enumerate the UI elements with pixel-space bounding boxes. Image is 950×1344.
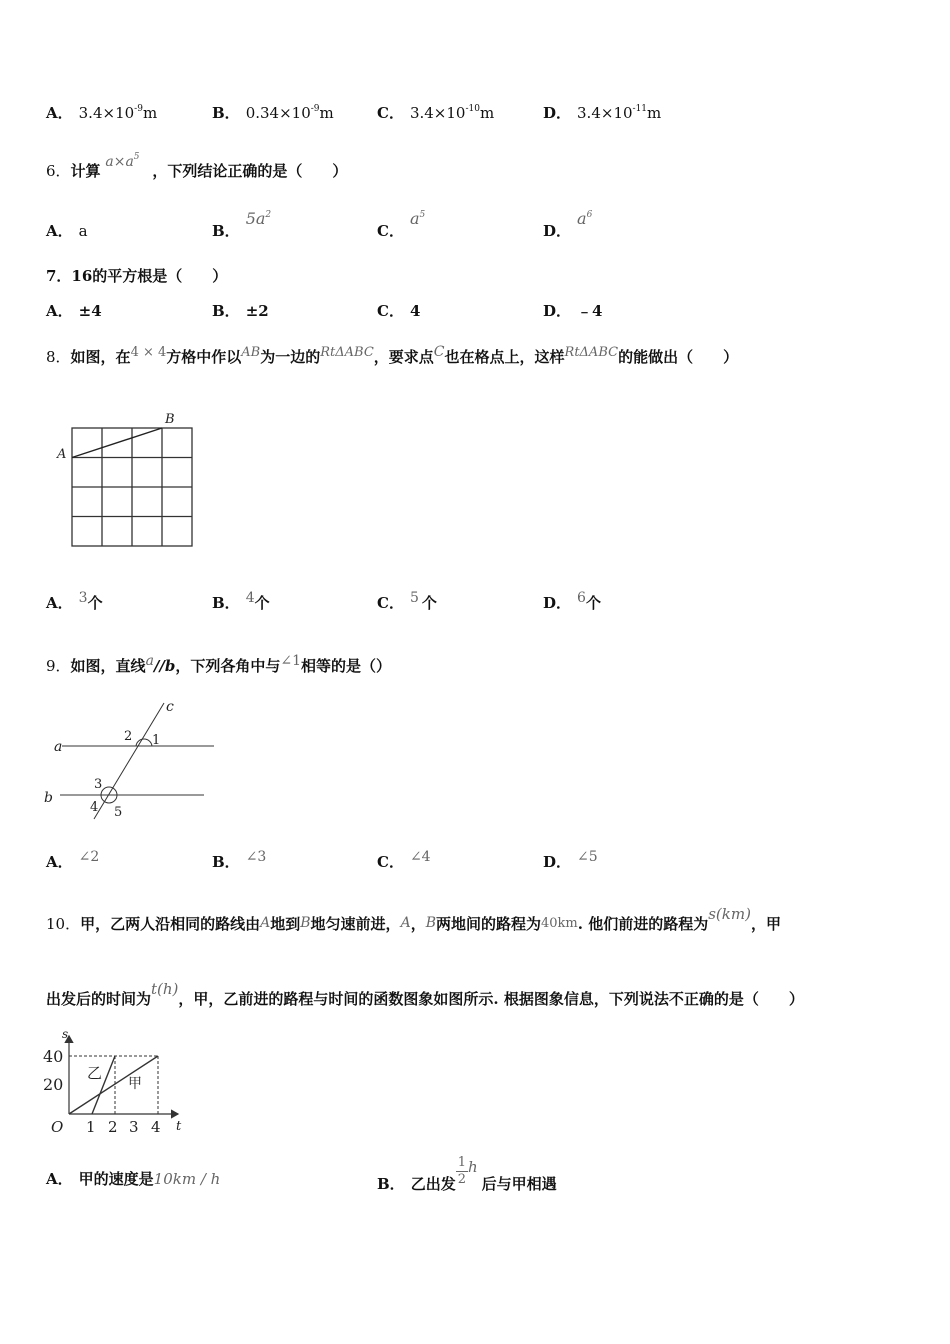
q8-label-b: B — [165, 412, 175, 427]
q9-label-4: 4 — [90, 800, 99, 815]
q10-graph — [40, 1024, 190, 1136]
q9-option-a[interactable]: A． ∠2 — [46, 849, 100, 871]
q9-label-3: 3 — [94, 777, 103, 792]
q9-option-c[interactable]: C． ∠4 — [377, 849, 431, 871]
q10-s-label: s — [62, 1027, 69, 1041]
q5-option-b[interactable]: B． $0.34\times 10^{-9}m$ — [212, 104, 334, 122]
q9-stem: 9．如图，直线a//b，下列各角中与∠1相等的是（） — [46, 653, 392, 675]
q9-options — [46, 851, 926, 875]
q8-label-a: A — [57, 447, 67, 462]
q7-option-b[interactable]: B． ±2 — [212, 302, 269, 320]
q6-option-c[interactable]: C．$a^5$ — [377, 209, 426, 240]
q8-options — [46, 592, 926, 616]
q9-parallel-lines-figure — [40, 695, 225, 825]
q10-xtick-2: 2 — [108, 1118, 118, 1136]
q9-angle-arc-1 — [144, 739, 152, 746]
q7-option-c[interactable]: C． 4 — [377, 302, 421, 320]
q10-xtick-3: 3 — [129, 1118, 139, 1136]
q10-t-label: t — [176, 1119, 182, 1134]
q10-fraction-half: $\frac{1}{2}$ — [457, 1155, 466, 1187]
q10-xtick-4: 4 — [151, 1118, 161, 1136]
q9-label-c: c — [166, 699, 174, 715]
q5-option-d[interactable]: D． $3.4\times 10^{-11}m$ — [543, 104, 662, 122]
q8-option-d[interactable]: D． 6个 — [543, 590, 601, 612]
q10-stem-line2: 出发后的时间为t(h)，甲，乙前进的路程与时间的函数图象如图所示. 根据图象信息，下列说法不正确的是（ ） — [46, 980, 804, 1008]
q8-segment-ab — [72, 428, 162, 458]
q9-label-a: a — [54, 739, 63, 755]
q10-ytick-40: 40 — [43, 1047, 64, 1066]
q10-option-a[interactable]: A． 甲的速度是10km / h — [46, 1170, 221, 1188]
q6-option-b[interactable]: B．$5a^2$ — [212, 209, 272, 240]
q10-stem-line1: 10．甲，乙两人沿相同的路线由A地到B地匀速前进，A，B两地间的路程为40km. 他们前进的路程为s(km)，甲 — [46, 905, 781, 933]
q5-option-c[interactable]: C． $3.4\times 10^{-10}m$ — [377, 104, 495, 122]
q8-option-c[interactable]: C． 5 个 — [377, 590, 437, 612]
q7-option-a[interactable]: A． ±4 — [46, 302, 102, 320]
q8-grid-figure — [54, 408, 204, 553]
q10-xtick-1: 1 — [86, 1118, 96, 1136]
q9-option-b[interactable]: B． ∠3 — [212, 849, 267, 871]
q8-stem: 8．如图，在4 × 4方格中作以AB为一边的RtΔABC，要求点C也在格点上，这样RtΔABC的能做出（ ） — [46, 344, 739, 366]
q9-label-2: 2 — [124, 729, 133, 744]
q5-option-a[interactable]: A． $3.4\times 10^{-9}m$ — [46, 104, 158, 122]
q10-label-yi: 乙 — [87, 1064, 103, 1082]
q8-grid-lines — [72, 428, 192, 546]
q6-option-a[interactable]: A． a — [46, 222, 88, 240]
q9-label-b: b — [44, 790, 53, 806]
q10-label-jia: 甲 — [128, 1076, 142, 1092]
q10-origin-label: O — [51, 1118, 64, 1136]
q9-label-5: 5 — [114, 805, 123, 820]
q6-options — [46, 209, 926, 244]
q7-options — [46, 300, 926, 324]
q9-label-1: 1 — [152, 733, 161, 748]
q10-line-jia — [69, 1056, 158, 1114]
q7-stem: 7．16的平方根是（ ） — [46, 267, 228, 285]
q6-option-d[interactable]: D．$a^6$ — [543, 209, 593, 240]
q6-expression: $a\times a^5$ — [105, 152, 140, 170]
q5-options — [46, 102, 926, 126]
q10-ytick-20: 20 — [43, 1075, 64, 1094]
q9-option-d[interactable]: D． ∠5 — [543, 849, 598, 871]
q8-option-a[interactable]: A． 3个 — [46, 590, 103, 612]
q7-option-d[interactable]: D． ﹣4 — [543, 302, 603, 320]
q6-stem: 6．计算 $a\times a^5$ ，下列结论正确的是（ ） — [46, 152, 348, 180]
q10-option-b[interactable]: B． 乙出发 $\frac{1}{2}$ h后与甲相遇 — [377, 1155, 557, 1193]
q8-option-b[interactable]: B． 4个 — [212, 590, 270, 612]
